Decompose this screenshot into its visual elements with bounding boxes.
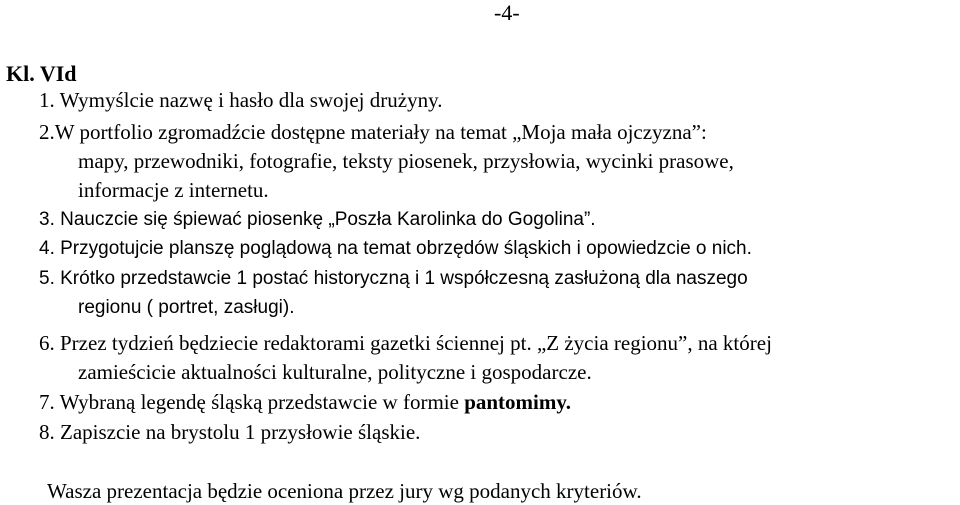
task-item-2-line-1: 2.W portfolio zgromadźcie dostępne materiały na temat „Moja mała ojczyzna”:: [39, 120, 707, 144]
task-item-5-line-2: regionu ( portret, zasługi).: [78, 297, 295, 318]
task-item-6-line-2: zamieścicie aktualności kulturalne, polityczne i gospodarcze.: [78, 360, 592, 384]
task-item-2-line-3: informacje z internetu.: [78, 178, 269, 202]
page-number: -4-: [494, 0, 520, 25]
task-item-7-emphasis: pantomimy.: [464, 390, 571, 414]
class-heading: Kl. VId: [6, 61, 77, 86]
task-item-6-line-1: 6. Przez tydzień będziecie redaktorami gazetki ściennej pt. „Z życia regionu”, na której: [39, 331, 772, 355]
task-item-7-text: 7. Wybraną legendę śląską przedstawcie w formie: [39, 390, 465, 414]
task-item-8: 8. Zapiszcie na brystolu 1 przysłowie śląskie.: [39, 420, 421, 444]
task-item-7: [39, 389, 571, 415]
task-item-3: 3. Nauczcie się śpiewać piosenkę „Poszła Karolinka do Gogolina”.: [39, 209, 596, 230]
task-item-2-line-2: mapy, przewodniki, fotografie, teksty piosenek, przysłowia, wycinki prasowe,: [78, 149, 734, 173]
task-item-5-line-1: 5. Krótko przedstawcie 1 postać historyczną i 1 współczesną zasłużoną dla naszego: [39, 268, 748, 289]
task-item-1: 1. Wymyślcie nazwę i hasło dla swojej drużyny.: [39, 88, 443, 112]
task-item-4: 4. Przygotujcie planszę poglądową na temat obrzędów śląskich i opowiedzcie o nich.: [39, 238, 752, 259]
closing-note: Wasza prezentacja będzie oceniona przez jury wg podanych kryteriów.: [47, 479, 642, 503]
